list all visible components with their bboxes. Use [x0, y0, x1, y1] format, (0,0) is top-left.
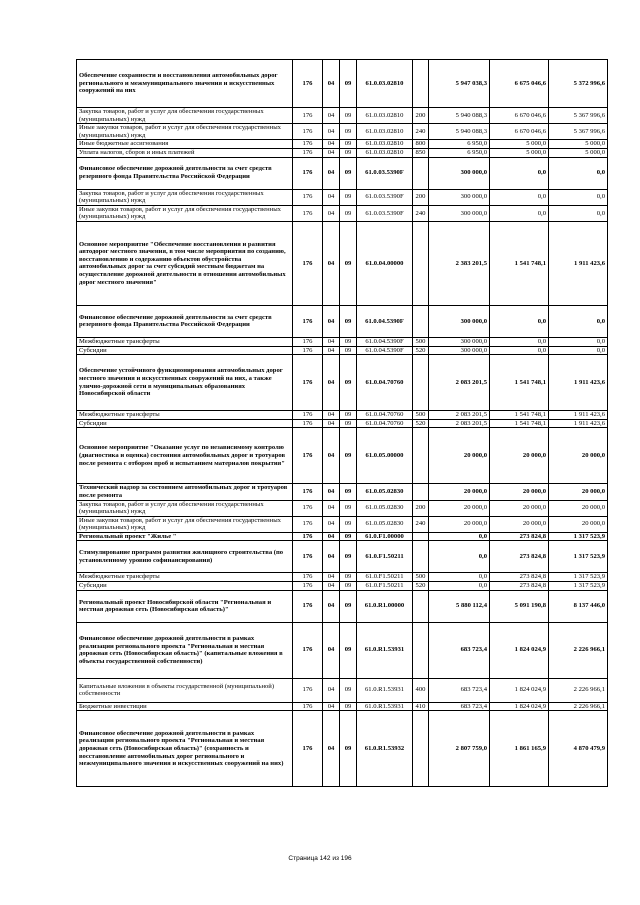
row-section-code: 04 [323, 148, 340, 157]
row-section-code: 04 [323, 516, 340, 532]
row-section-code: 04 [323, 189, 340, 205]
row-name: Межбюджетные трансферты [77, 337, 293, 346]
row-target-article: 61.0.F1.50211 [357, 582, 413, 591]
row-name: Бюджетные инвестиции [77, 702, 293, 711]
row-amount-year2: 20 000,0 [490, 428, 549, 484]
row-target-article: 61.0.03.02810 [357, 60, 413, 108]
row-amount-year2: 273 824,8 [490, 573, 549, 582]
row-amount-year3: 0,0 [549, 205, 608, 221]
table-row [77, 346, 608, 355]
row-subsection-code: 09 [340, 346, 357, 355]
row-section-code: 04 [323, 622, 340, 678]
row-amount-year3: 1 911 423,6 [549, 419, 608, 428]
row-expense-type [413, 157, 429, 189]
row-expense-type: 400 [413, 678, 429, 702]
row-amount-year1: 300 000,0 [429, 205, 490, 221]
row-expense-type: 850 [413, 148, 429, 157]
table-row [77, 678, 608, 702]
row-expense-type [413, 622, 429, 678]
row-expense-type: 800 [413, 140, 429, 149]
row-amount-year1: 300 000,0 [429, 346, 490, 355]
table-row [77, 500, 608, 516]
row-amount-year2: 1 541 748,1 [490, 411, 549, 420]
row-amount-year3: 2 226 966,1 [549, 678, 608, 702]
row-section-code: 04 [323, 678, 340, 702]
row-amount-year1: 20 000,0 [429, 516, 490, 532]
row-amount-year2: 0,0 [490, 157, 549, 189]
row-name: Финансовое обеспечение дорожной деятельности в рамках реализации регионального проекта "Региональная и местная дорожная сеть (Новосибирская область)" (сохранность и восстановление автомобильных дорог регионального и межмуниципального значения и искусственных сооружений на них) [77, 711, 293, 787]
row-amount-year3: 1 317 523,9 [549, 541, 608, 573]
row-section-code: 04 [323, 355, 340, 411]
row-grbs-code: 176 [293, 205, 323, 221]
row-amount-year2: 5 000,0 [490, 140, 549, 149]
row-expense-type [413, 305, 429, 337]
row-amount-year2: 5 091 190,8 [490, 590, 549, 622]
row-amount-year1: 2 083 201,5 [429, 411, 490, 420]
row-amount-year1: 300 000,0 [429, 157, 490, 189]
row-grbs-code: 176 [293, 541, 323, 573]
row-subsection-code: 09 [340, 541, 357, 573]
row-grbs-code: 176 [293, 573, 323, 582]
row-amount-year2: 20 000,0 [490, 516, 549, 532]
row-amount-year3: 5 000,0 [549, 148, 608, 157]
row-amount-year2: 1 824 024,9 [490, 702, 549, 711]
table-row [77, 516, 608, 532]
row-amount-year3: 1 911 423,6 [549, 411, 608, 420]
row-target-article: 61.0.03.02810 [357, 140, 413, 149]
row-amount-year2: 1 541 748,1 [490, 419, 549, 428]
row-grbs-code: 176 [293, 189, 323, 205]
row-section-code: 04 [323, 205, 340, 221]
row-expense-type: 520 [413, 346, 429, 355]
row-target-article: 61.0.R1.53931 [357, 678, 413, 702]
row-subsection-code: 09 [340, 411, 357, 420]
row-name: Капитальные вложения в объекты государственной (муниципальной) собственности [77, 678, 293, 702]
row-amount-year2: 20 000,0 [490, 500, 549, 516]
row-expense-type [413, 484, 429, 500]
row-subsection-code: 09 [340, 711, 357, 787]
row-grbs-code: 176 [293, 702, 323, 711]
row-expense-type [413, 428, 429, 484]
row-amount-year1: 0,0 [429, 582, 490, 591]
row-section-code: 04 [323, 411, 340, 420]
row-target-article: 61.0.03.5390F [357, 157, 413, 189]
row-amount-year1: 683 723,4 [429, 678, 490, 702]
row-amount-year2: 5 000,0 [490, 148, 549, 157]
row-section-code: 04 [323, 221, 340, 305]
row-target-article: 61.0.04.5390F [357, 337, 413, 346]
row-target-article: 61.0.R1.00000 [357, 590, 413, 622]
row-grbs-code: 176 [293, 500, 323, 516]
row-amount-year2: 1 541 748,1 [490, 355, 549, 411]
row-amount-year1: 6 950,0 [429, 148, 490, 157]
row-expense-type [413, 221, 429, 305]
row-expense-type [413, 355, 429, 411]
row-amount-year2: 0,0 [490, 189, 549, 205]
row-target-article: 61.0.05.00000 [357, 428, 413, 484]
row-subsection-code: 09 [340, 622, 357, 678]
row-target-article: 61.0.03.5390F [357, 189, 413, 205]
row-name: Стимулирование программ развития жилищного строительства (по установленному уровню софинансирования) [77, 541, 293, 573]
table-row [77, 622, 608, 678]
row-name: Финансовое обеспечение дорожной деятельности за счет средств резервного фонда Правительства Российской Федерации [77, 157, 293, 189]
table-row [77, 355, 608, 411]
row-amount-year1: 683 723,4 [429, 702, 490, 711]
row-grbs-code: 176 [293, 590, 323, 622]
row-amount-year3: 0,0 [549, 346, 608, 355]
row-amount-year2: 1 824 024,9 [490, 678, 549, 702]
table-row [77, 140, 608, 149]
row-amount-year1: 300 000,0 [429, 305, 490, 337]
row-grbs-code: 176 [293, 355, 323, 411]
row-expense-type [413, 532, 429, 541]
row-amount-year2: 1 541 748,1 [490, 221, 549, 305]
row-subsection-code: 09 [340, 305, 357, 337]
row-subsection-code: 09 [340, 532, 357, 541]
row-expense-type [413, 541, 429, 573]
row-subsection-code: 09 [340, 124, 357, 140]
table-row [77, 590, 608, 622]
row-subsection-code: 09 [340, 189, 357, 205]
row-subsection-code: 09 [340, 337, 357, 346]
row-amount-year3: 20 000,0 [549, 428, 608, 484]
table-row [77, 711, 608, 787]
row-amount-year1: 5 940 088,3 [429, 124, 490, 140]
table-row [77, 108, 608, 124]
table-row [77, 337, 608, 346]
table-row [77, 702, 608, 711]
row-amount-year3: 1 911 423,6 [549, 355, 608, 411]
row-target-article: 61.0.04.70760 [357, 419, 413, 428]
row-grbs-code: 176 [293, 678, 323, 702]
row-grbs-code: 176 [293, 411, 323, 420]
row-amount-year3: 0,0 [549, 305, 608, 337]
row-amount-year1: 20 000,0 [429, 500, 490, 516]
row-amount-year3: 1 317 523,9 [549, 582, 608, 591]
row-amount-year1: 2 807 759,0 [429, 711, 490, 787]
row-section-code: 04 [323, 541, 340, 573]
row-amount-year1: 5 940 088,3 [429, 108, 490, 124]
table-row [77, 148, 608, 157]
row-amount-year2: 6 670 046,6 [490, 108, 549, 124]
row-expense-type: 410 [413, 702, 429, 711]
row-expense-type: 500 [413, 337, 429, 346]
row-target-article: 61.0.05.02830 [357, 500, 413, 516]
row-name: Субсидии [77, 346, 293, 355]
row-grbs-code: 176 [293, 140, 323, 149]
row-amount-year1: 300 000,0 [429, 189, 490, 205]
row-name: Субсидии [77, 582, 293, 591]
row-section-code: 04 [323, 590, 340, 622]
row-target-article: 61.0.04.5390F [357, 305, 413, 337]
row-expense-type [413, 60, 429, 108]
row-name: Обеспечение сохранности и восстановления автомобильных дорог регионального и межмуниципального значения и искусственных сооружений на них [77, 60, 293, 108]
row-amount-year2: 0,0 [490, 337, 549, 346]
table-row [77, 582, 608, 591]
table-row [77, 573, 608, 582]
row-name: Межбюджетные трансферты [77, 573, 293, 582]
row-grbs-code: 176 [293, 622, 323, 678]
row-grbs-code: 176 [293, 516, 323, 532]
row-name: Субсидии [77, 419, 293, 428]
row-subsection-code: 09 [340, 148, 357, 157]
row-grbs-code: 176 [293, 337, 323, 346]
row-section-code: 04 [323, 573, 340, 582]
row-amount-year1: 0,0 [429, 541, 490, 573]
table-row [77, 428, 608, 484]
row-expense-type: 240 [413, 205, 429, 221]
row-expense-type: 200 [413, 500, 429, 516]
row-subsection-code: 09 [340, 516, 357, 532]
row-name: Иные закупки товаров, работ и услуг для обеспечения государственных (муниципальных) нужд [77, 124, 293, 140]
row-section-code: 04 [323, 346, 340, 355]
row-name: Региональный проект Новосибирской области "Региональная и местная дорожная сеть (Новосибирская область)" [77, 590, 293, 622]
row-target-article: 61.0.R1.53931 [357, 622, 413, 678]
table-row [77, 221, 608, 305]
row-subsection-code: 09 [340, 355, 357, 411]
row-amount-year2: 273 824,8 [490, 532, 549, 541]
row-amount-year1: 2 083 201,5 [429, 355, 490, 411]
row-amount-year1: 0,0 [429, 532, 490, 541]
row-target-article: 61.0.05.02830 [357, 484, 413, 500]
row-grbs-code: 176 [293, 346, 323, 355]
row-subsection-code: 09 [340, 140, 357, 149]
row-name: Технический надзор за состоянием автомобильных дорог и тротуаров после ремонта [77, 484, 293, 500]
row-subsection-code: 09 [340, 573, 357, 582]
row-grbs-code: 176 [293, 582, 323, 591]
row-section-code: 04 [323, 484, 340, 500]
row-name: Региональный проект "Жилье " [77, 532, 293, 541]
row-amount-year1: 5 880 112,4 [429, 590, 490, 622]
row-subsection-code: 09 [340, 157, 357, 189]
row-amount-year3: 2 226 966,1 [549, 702, 608, 711]
row-expense-type: 520 [413, 419, 429, 428]
row-section-code: 04 [323, 337, 340, 346]
row-amount-year1: 2 383 201,5 [429, 221, 490, 305]
row-subsection-code: 09 [340, 582, 357, 591]
page-footer [0, 855, 640, 862]
row-name: Иные закупки товаров, работ и услуг для обеспечения государственных (муниципальных) нужд [77, 516, 293, 532]
row-expense-type: 500 [413, 411, 429, 420]
row-section-code: 04 [323, 500, 340, 516]
row-grbs-code: 176 [293, 148, 323, 157]
row-name: Основное мероприятие "Оказание услуг по независимому контролю (диагностика и оценка) состояния автомобильных дорог и тротуаров после ремонта с отбором проб и испытанием материалов покрытия" [77, 428, 293, 484]
row-grbs-code: 176 [293, 221, 323, 305]
row-amount-year2: 1 824 024,9 [490, 622, 549, 678]
row-target-article: 61.0.03.02810 [357, 108, 413, 124]
row-target-article: 61.0.R1.53931 [357, 702, 413, 711]
row-grbs-code: 176 [293, 124, 323, 140]
page-number: Страница 142 из 196 [288, 855, 352, 862]
row-section-code: 04 [323, 140, 340, 149]
row-expense-type [413, 590, 429, 622]
row-section-code: 04 [323, 582, 340, 591]
row-name: Уплата налогов, сборов и иных платежей [77, 148, 293, 157]
row-grbs-code: 176 [293, 419, 323, 428]
row-subsection-code: 09 [340, 60, 357, 108]
table-row [77, 124, 608, 140]
row-subsection-code: 09 [340, 428, 357, 484]
row-expense-type [413, 711, 429, 787]
row-amount-year2: 6 675 046,6 [490, 60, 549, 108]
row-amount-year1: 6 950,0 [429, 140, 490, 149]
row-subsection-code: 09 [340, 205, 357, 221]
row-section-code: 04 [323, 60, 340, 108]
row-amount-year3: 5 367 996,6 [549, 124, 608, 140]
row-amount-year2: 20 000,0 [490, 484, 549, 500]
row-amount-year3: 1 317 523,9 [549, 532, 608, 541]
row-target-article: 61.0.04.70760 [357, 355, 413, 411]
row-name: Иные закупки товаров, работ и услуг для обеспечения государственных (муниципальных) нужд [77, 205, 293, 221]
table-row [77, 189, 608, 205]
row-section-code: 04 [323, 157, 340, 189]
row-amount-year3: 20 000,0 [549, 500, 608, 516]
row-grbs-code: 176 [293, 305, 323, 337]
row-target-article: 61.0.03.02810 [357, 148, 413, 157]
row-name: Закупка товаров, работ и услуг для обеспечения государственных (муниципальных) нужд [77, 108, 293, 124]
row-grbs-code: 176 [293, 711, 323, 787]
row-grbs-code: 176 [293, 157, 323, 189]
row-target-article: 61.0.04.70760 [357, 411, 413, 420]
row-target-article: 61.0.05.02830 [357, 516, 413, 532]
row-section-code: 04 [323, 532, 340, 541]
row-subsection-code: 09 [340, 590, 357, 622]
row-subsection-code: 09 [340, 221, 357, 305]
row-amount-year3: 5 372 996,6 [549, 60, 608, 108]
row-amount-year1: 2 083 201,5 [429, 419, 490, 428]
row-amount-year3: 0,0 [549, 157, 608, 189]
row-amount-year2: 273 824,8 [490, 582, 549, 591]
row-amount-year3: 0,0 [549, 337, 608, 346]
table-row [77, 419, 608, 428]
row-amount-year1: 5 947 038,3 [429, 60, 490, 108]
table-row [77, 305, 608, 337]
row-amount-year3: 20 000,0 [549, 484, 608, 500]
row-amount-year2: 0,0 [490, 205, 549, 221]
row-target-article: 61.0.F1.00000 [357, 532, 413, 541]
row-expense-type: 240 [413, 516, 429, 532]
row-name: Закупка товаров, работ и услуг для обеспечения государственных (муниципальных) нужд [77, 189, 293, 205]
budget-table-container [76, 59, 607, 787]
row-name: Финансовое обеспечение дорожной деятельности за счет средств резервного фонда Правительства Российской Федерации [77, 305, 293, 337]
row-amount-year2: 0,0 [490, 305, 549, 337]
row-amount-year3: 8 137 446,0 [549, 590, 608, 622]
row-amount-year1: 0,0 [429, 573, 490, 582]
row-expense-type: 200 [413, 189, 429, 205]
row-amount-year1: 683 723,4 [429, 622, 490, 678]
row-expense-type: 520 [413, 582, 429, 591]
row-section-code: 04 [323, 108, 340, 124]
row-amount-year1: 20 000,0 [429, 484, 490, 500]
row-target-article: 61.0.R1.53932 [357, 711, 413, 787]
row-section-code: 04 [323, 702, 340, 711]
row-target-article: 61.0.F1.50211 [357, 541, 413, 573]
row-amount-year2: 6 670 046,6 [490, 124, 549, 140]
row-amount-year2: 0,0 [490, 346, 549, 355]
row-amount-year2: 273 824,8 [490, 541, 549, 573]
row-name: Иные бюджетные ассигнования [77, 140, 293, 149]
row-section-code: 04 [323, 124, 340, 140]
row-target-article: 61.0.04.5390F [357, 346, 413, 355]
row-section-code: 04 [323, 711, 340, 787]
row-amount-year3: 4 870 479,9 [549, 711, 608, 787]
row-amount-year2: 1 861 165,9 [490, 711, 549, 787]
row-amount-year3: 0,0 [549, 189, 608, 205]
row-target-article: 61.0.04.00000 [357, 221, 413, 305]
row-subsection-code: 09 [340, 419, 357, 428]
row-expense-type: 240 [413, 124, 429, 140]
row-target-article: 61.0.F1.50211 [357, 573, 413, 582]
row-subsection-code: 09 [340, 678, 357, 702]
row-amount-year3: 1 317 523,9 [549, 573, 608, 582]
row-amount-year3: 1 911 423,6 [549, 221, 608, 305]
row-target-article: 61.0.03.5390F [357, 205, 413, 221]
row-expense-type: 200 [413, 108, 429, 124]
table-row [77, 532, 608, 541]
table-row [77, 157, 608, 189]
row-name: Финансовое обеспечение дорожной деятельности в рамках реализации регионального проекта "Региональная и местная дорожная сеть (Новосибирская область)" (капитальные вложения в объекты государственной собственности) [77, 622, 293, 678]
budget-allocation-table [76, 59, 608, 787]
row-subsection-code: 09 [340, 484, 357, 500]
row-grbs-code: 176 [293, 108, 323, 124]
row-amount-year1: 20 000,0 [429, 428, 490, 484]
row-subsection-code: 09 [340, 500, 357, 516]
table-row [77, 60, 608, 108]
row-subsection-code: 09 [340, 702, 357, 711]
row-amount-year3: 20 000,0 [549, 516, 608, 532]
row-name: Закупка товаров, работ и услуг для обеспечения государственных (муниципальных) нужд [77, 500, 293, 516]
row-expense-type: 500 [413, 573, 429, 582]
row-amount-year1: 300 000,0 [429, 337, 490, 346]
row-name: Межбюджетные трансферты [77, 411, 293, 420]
row-grbs-code: 176 [293, 532, 323, 541]
row-grbs-code: 176 [293, 428, 323, 484]
row-target-article: 61.0.03.02810 [357, 124, 413, 140]
row-subsection-code: 09 [340, 108, 357, 124]
row-name: Основное мероприятие "Обеспечение восстановления и развития автодорог местного значения, в том числе мероприятия по созданию, восстановлению и содержанию объектов обустройства автомобильных дорог за счет субсидий местным бюджетам на осуществление дорожной деятельности в отношении автомобильных дорог местного значения" [77, 221, 293, 305]
table-row [77, 484, 608, 500]
table-row [77, 541, 608, 573]
row-section-code: 04 [323, 419, 340, 428]
row-name: Обеспечение устойчивого функционирования автомобильных дорог местного значения и искусственных сооружений на них, а также улично-дорожной сети в муниципальных образованиях Новосибирской области [77, 355, 293, 411]
row-amount-year3: 5 000,0 [549, 140, 608, 149]
row-amount-year3: 2 226 966,1 [549, 622, 608, 678]
row-section-code: 04 [323, 428, 340, 484]
table-row [77, 411, 608, 420]
row-grbs-code: 176 [293, 60, 323, 108]
row-grbs-code: 176 [293, 484, 323, 500]
row-amount-year3: 5 367 996,6 [549, 108, 608, 124]
table-row [77, 205, 608, 221]
row-section-code: 04 [323, 305, 340, 337]
